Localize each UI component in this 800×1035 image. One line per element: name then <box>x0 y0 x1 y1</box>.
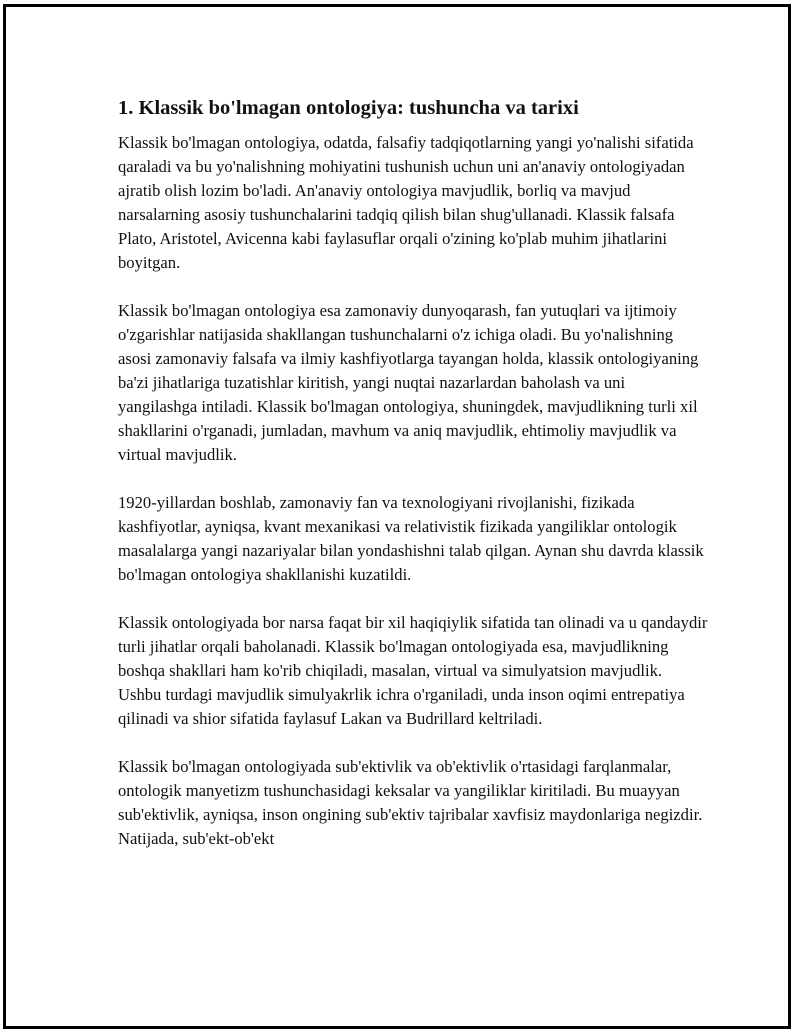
paragraph-2: Klassik bo'lmagan ontologiya esa zamonaviy dunyoqarash, fan yutuqlari va ijtimoiy o'zgarishlar natijasida shakllangan tushunchalarni o'z ichiga oladi. Bu yo'nalishning asosi zamonaviy falsafa va ilmiy kashfiyotlarga tayangan holda, klassik ontologiyaning ba'zi jihatlariga tuzatishlar kiritish, yangi nuqtai nazarlardan baholash va uni yangilashga intiladi. Klassik bo'lmagan ontologiya, shuningdek, mavjudlikning turli xil shakllarini o'rganadi, jumladan, mavhum va aniq mavjudlik, ehtimoliy mavjudlik va virtual mavjudlik. <box>118 301 699 464</box>
section-heading: 1. Klassik bo'lmagan ontologiya: tushuncha va tarixi <box>118 97 579 119</box>
document-body <box>118 95 708 875</box>
paragraph-5: Klassik bo'lmagan ontologiyada sub'ektivlik va ob'ektivlik o'rtasidagi farqlanmalar, ontologik manyetizm tushunchasidagi keksalar va yangiliklar kiritiladi. Bu muayyan sub'ektivlik, ayniqsa, inson ongining sub'ektiv tajribalar xavfisiz maydonlariga negizdir. Natijada, sub'ekt-ob'ekt <box>118 757 703 848</box>
paragraph-1: Klassik bo'lmagan ontologiya, odatda, falsafiy tadqiqotlarning yangi yo'nalishi sifatida qaraladi va bu yo'nalishning mohiyatini tushunish uchun uni an'anaviy ontologiyadan ajratib olish lozim bo'ladi. An'anaviy ontologiya mavjudlik, borliq va mavjud narsalarning asosiy tushunchalarini tadqiq qilish bilan shug'ullanadi. Klassik falsafa Plato, Aristotel, Avicenna kabi faylasuflar orqali o'zining ko'plab muhim jihatlarini boyitgan. <box>118 133 694 272</box>
paragraph-4: Klassik ontologiyada bor narsa faqat bir xil haqiqiylik sifatida tan olinadi va u qandaydir turli jihatlar orqali baholanadi. Klassik bo'lmagan ontologiyada esa, mavjudlikning boshqa shakllari ham ko'rib chiqiladi, masalan, virtual va simulyatsion mavjudlik. Ushbu turdagi mavjudlik simulyakrlik ichra o'rganiladi, unda inson oqimi entrepatiya qilinadi va shior sifatida faylasuf Lakan va Budrillard keltriladi. <box>118 613 708 728</box>
paragraph-3: 1920-yillardan boshlab, zamonaviy fan va texnologiyani rivojlanishi, fizikada kashfiyotlar, ayniqsa, kvant mexanikasi va relativistik fizikada yangiliklar ontologik masalalarga yangi nazariyalar bilan yondashishni talab qilgan. Aynan shu davrda klassik bo'lmagan ontologiya shakllanishi kuzatildi. <box>118 493 704 584</box>
